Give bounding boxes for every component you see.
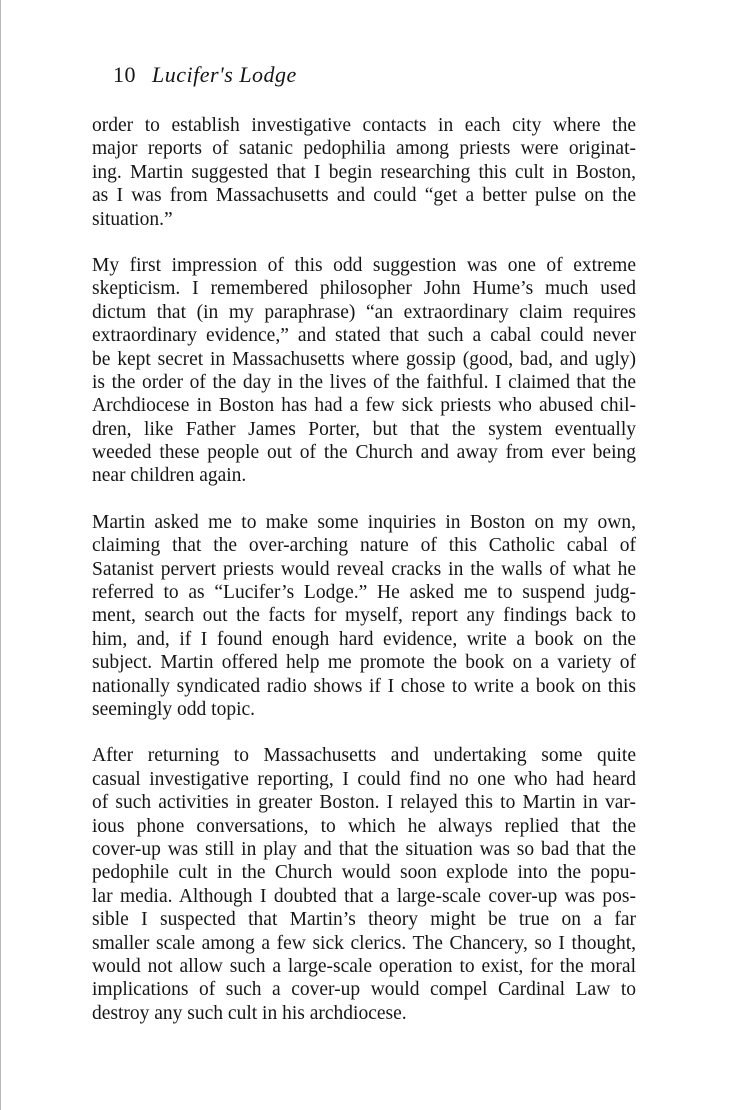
text-line: dren, like Father James Porter, but that the system eventually <box>92 418 636 440</box>
text-line: pedophile cult in the Church would soon explode into the popu- <box>92 862 636 884</box>
text-line: Martin asked me to make some inquiries in Boston on my own, <box>92 511 636 533</box>
text-line: smaller scale among a few sick clerics. The Chancery, so I thought, <box>92 932 636 954</box>
text-line: order to establish investigative contacts in each city where the <box>92 115 636 136</box>
body-text <box>92 114 636 1048</box>
text-line: extraordinary evidence,” and stated that such a cabal could never <box>92 325 636 347</box>
text-line: referred to as “Lucifer’s Lodge.” He asked me to suspend judg- <box>92 582 636 604</box>
book-title: Lucifer's Lodge <box>152 62 297 87</box>
text-line: Satanist pervert priests would reveal cracks in the walls of what he <box>92 558 636 580</box>
paragraph-3 <box>92 511 636 722</box>
text-line: sible I suspected that Martin’s theory might be true on a far <box>92 909 636 931</box>
page-number: 10 <box>113 62 136 87</box>
text-line: destroy any such cult in his archdiocese. <box>92 1002 407 1024</box>
text-line: After returning to Massachusetts and undertaking some quite <box>92 745 636 767</box>
text-line: lar media. Although I doubted that a large-scale cover-up was pos- <box>92 885 636 907</box>
paragraph-2 <box>92 254 636 488</box>
text-line: of such activities in greater Boston. I relayed this to Martin in var- <box>92 792 636 814</box>
text-line: would not allow such a large-scale operation to exist, for the moral <box>92 955 636 977</box>
text-line: is the order of the day in the lives of the faithful. I claimed that the <box>92 371 636 393</box>
text-line: cover-up was still in play and that the situation was so bad that the <box>92 838 636 860</box>
text-line: as I was from Massachusetts and could “get a better pulse on the <box>92 185 636 207</box>
text-line: seemingly odd topic. <box>92 698 256 720</box>
text-line: ment, search out the facts for myself, report any findings back to <box>92 605 636 627</box>
text-line: be kept secret in Massachusetts where gossip (good, bad, and ugly) <box>92 348 636 370</box>
text-line: him, and, if I found enough hard evidence, write a book on the <box>92 628 636 650</box>
text-line: weeded these people out of the Church and away from ever being <box>92 442 636 464</box>
text-line: casual investigative reporting, I could find no one who had heard <box>92 768 636 790</box>
text-line: major reports of satanic pedophilia among priests were originat- <box>92 138 636 160</box>
text-line: near children again. <box>92 465 247 487</box>
running-head <box>113 62 297 88</box>
text-line: situation.” <box>92 208 173 230</box>
text-line: ious phone conversations, to which he always replied that the <box>92 815 636 837</box>
text-line: ing. Martin suggested that I begin researching this cult in Boston, <box>92 161 636 183</box>
text-line: subject. Martin offered help me promote the book on a variety of <box>92 652 636 674</box>
text-line: nationally syndicated radio shows if I chose to write a book on this <box>92 675 636 697</box>
paragraph-4 <box>92 744 636 1025</box>
text-line: Archdiocese in Boston has had a few sick priests who abused chil- <box>92 395 636 417</box>
text-line: My first impression of this odd suggestion was one of extreme <box>92 254 636 276</box>
paragraph-1 <box>92 114 636 231</box>
text-line: claiming that the over-arching nature of this Catholic cabal of <box>92 535 636 557</box>
text-line: implications of such a cover-up would compel Cardinal Law to <box>92 979 636 1001</box>
text-line: dictum that (in my paraphrase) “an extraordinary claim requires <box>92 301 636 323</box>
text-line: skepticism. I remembered philosopher John Hume’s much used <box>92 278 636 300</box>
